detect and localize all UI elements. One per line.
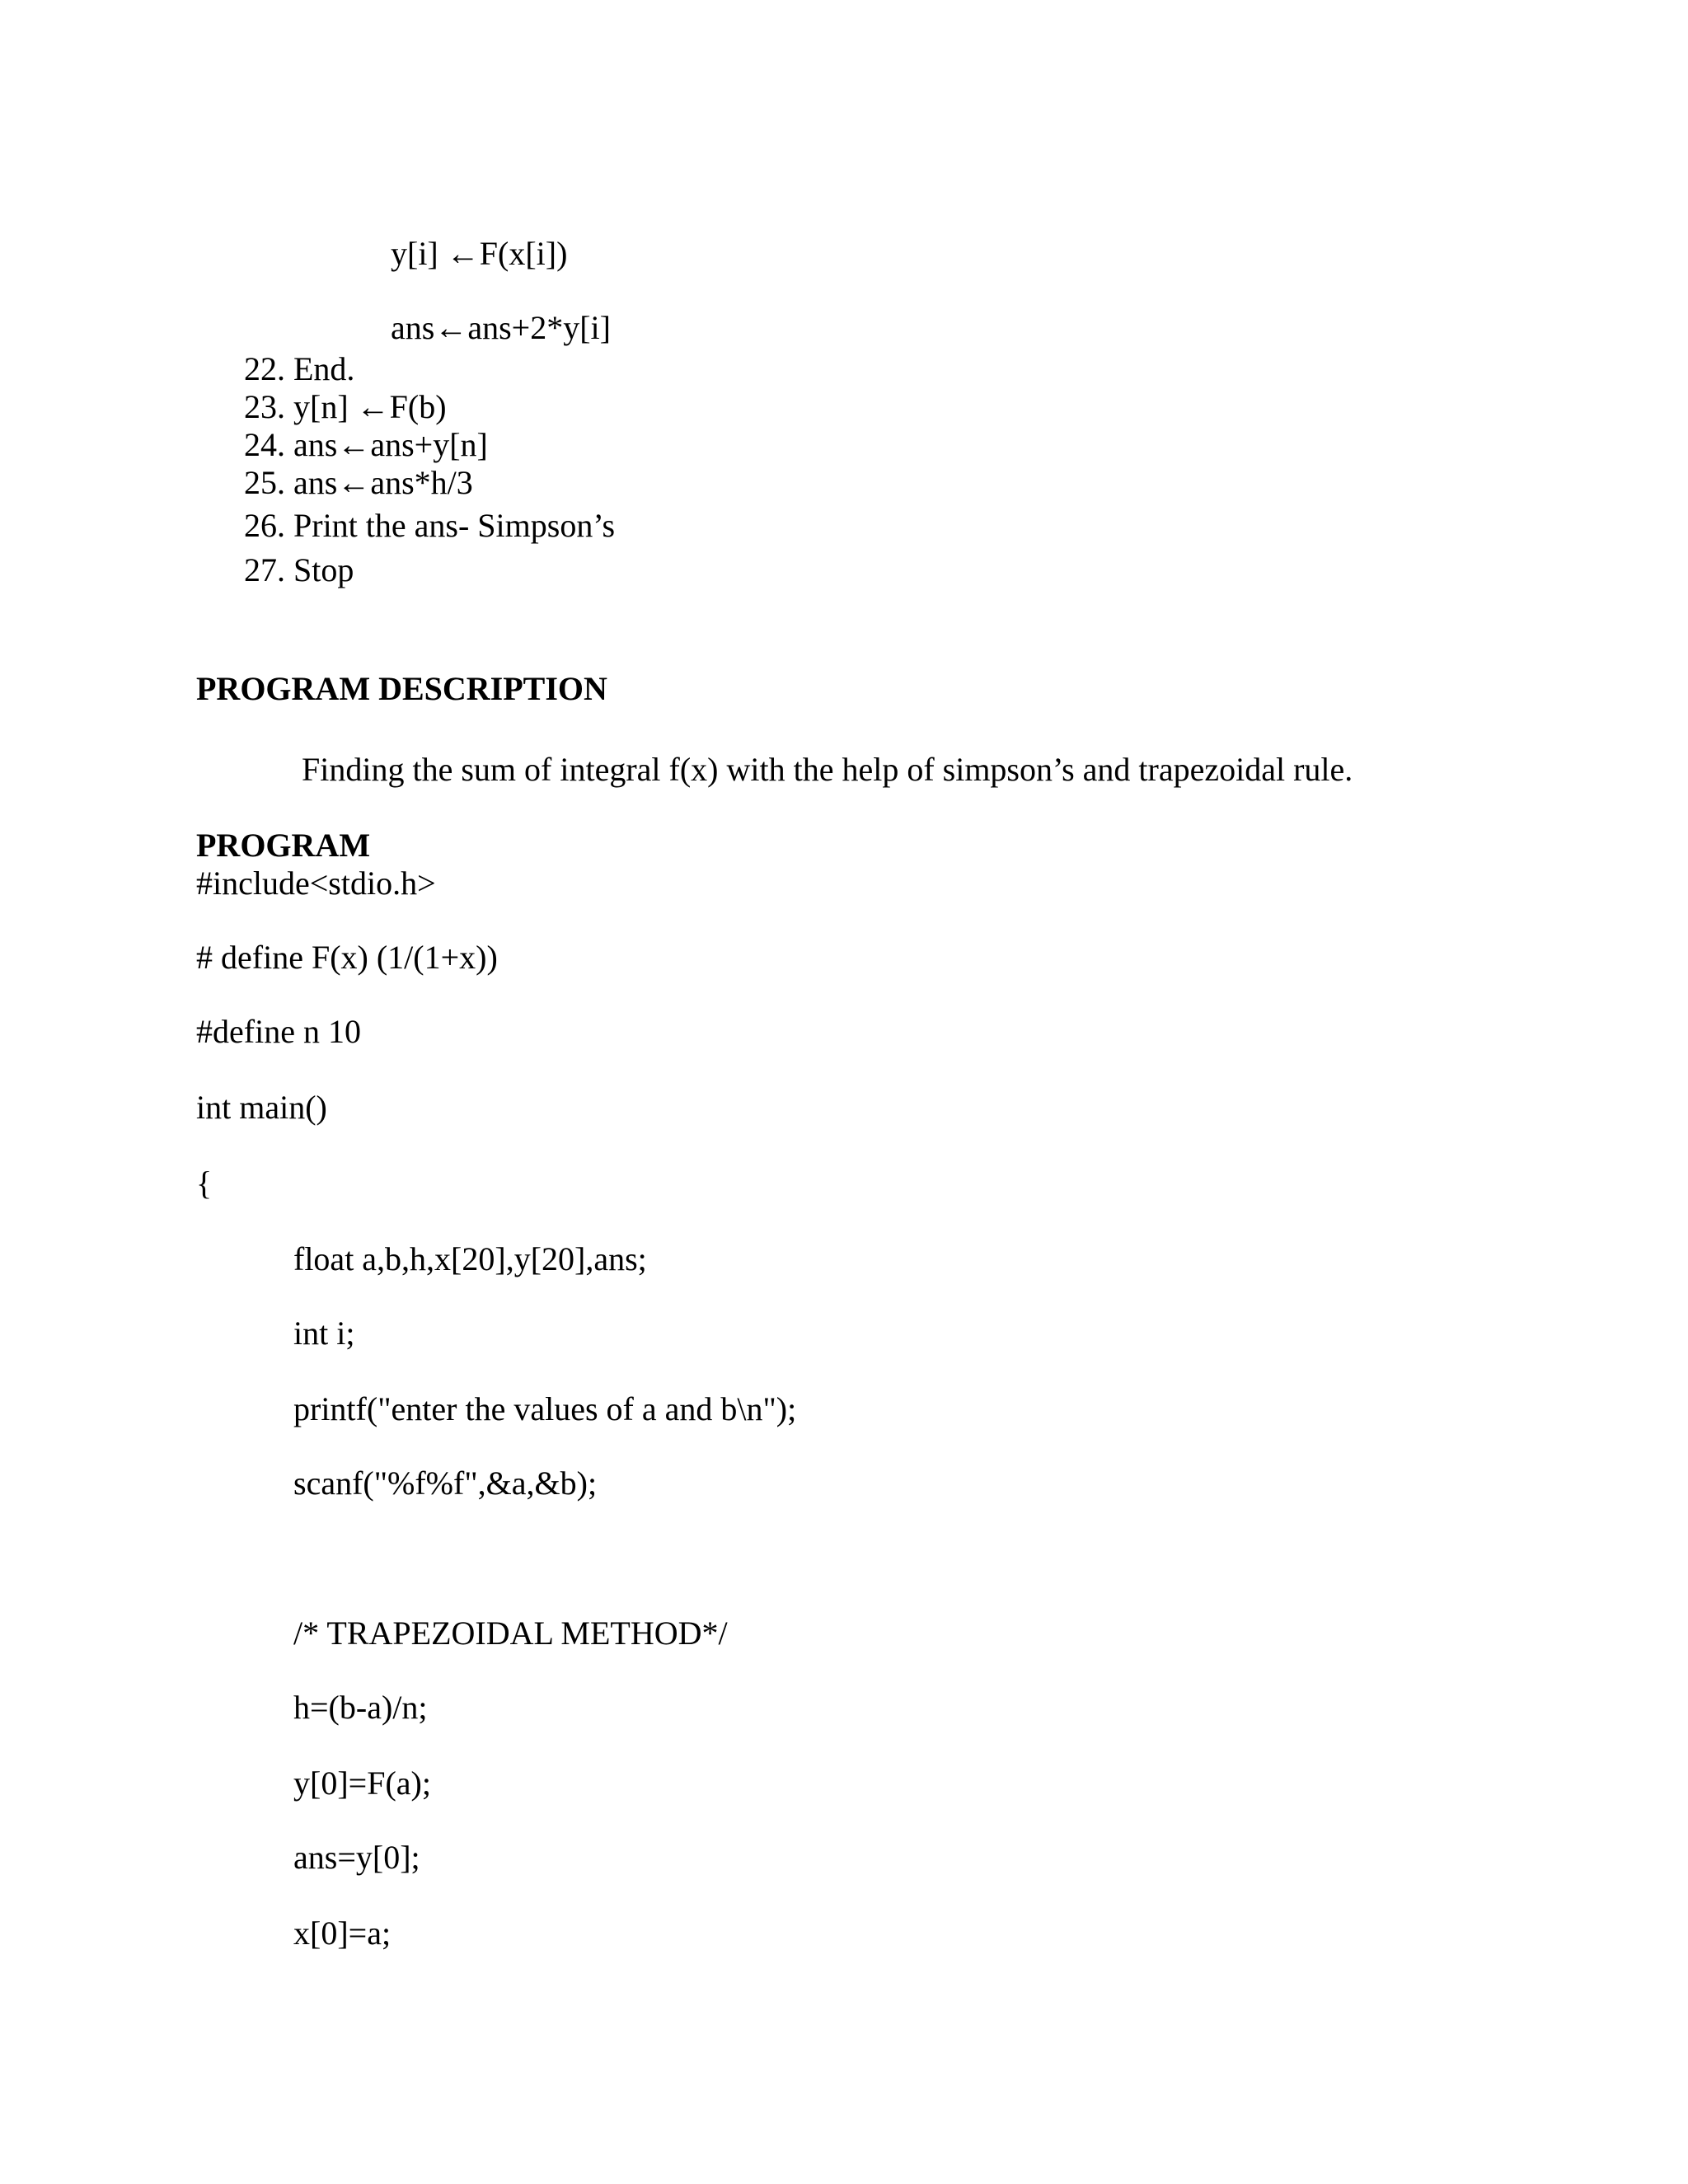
- algorithm-loop-line-2: ans←ans+2*y[i]: [391, 309, 611, 346]
- step-number: 23.: [244, 388, 285, 425]
- step-number: 24.: [244, 426, 285, 463]
- step-text: End.: [293, 350, 355, 387]
- code-line-y0: y[0]=F(a);: [293, 1765, 431, 1802]
- code-line-printf: printf("enter the values of a and b\n");: [293, 1390, 797, 1427]
- code-line-trapezoidal-comment: /* TRAPEZOIDAL METHOD*/: [293, 1615, 728, 1652]
- code-line-scanf: scanf("%f%f",&a,&b);: [293, 1465, 598, 1502]
- code-line-ans: ans=y[0];: [293, 1839, 420, 1876]
- algorithm-step-25: [244, 463, 473, 503]
- code-line-include: #include<stdio.h>: [196, 865, 436, 902]
- code-line-x0: x[0]=a;: [293, 1915, 392, 1952]
- step-text: y[n] ←F(b): [293, 388, 447, 425]
- code-line-define-n: #define n 10: [196, 1013, 361, 1050]
- step-number: 27.: [244, 551, 285, 588]
- step-number: 26.: [244, 507, 285, 544]
- algorithm-step-23: [244, 387, 447, 427]
- algorithm-step-22: [244, 349, 354, 389]
- code-line-main: int main(): [196, 1089, 327, 1126]
- code-line-open-brace: {: [196, 1165, 213, 1202]
- code-line-int-i: int i;: [293, 1315, 355, 1352]
- step-text: Stop: [293, 551, 354, 588]
- algorithm-loop-line-1: y[i] ←F(x[i]): [391, 235, 568, 272]
- code-line-define-f: # define F(x) (1/(1+x)): [196, 939, 498, 976]
- step-text: ans←ans*h/3: [293, 464, 473, 501]
- program-heading: PROGRAM: [196, 827, 371, 864]
- code-line-declarations: float a,b,h,x[20],y[20],ans;: [293, 1240, 647, 1277]
- step-text: ans←ans+y[n]: [293, 426, 488, 463]
- algorithm-step-27: [244, 551, 354, 590]
- step-number: 25.: [244, 464, 285, 501]
- program-description-heading: PROGRAM DESCRIPTION: [196, 670, 607, 707]
- code-line-h: h=(b-a)/n;: [293, 1689, 428, 1726]
- step-text: Print the ans- Simpson’s: [293, 507, 616, 544]
- algorithm-step-24: [244, 425, 488, 465]
- program-description-text: Finding the sum of integral f(x) with the help of simpson’s and trapezoidal rule.: [302, 751, 1353, 788]
- algorithm-step-26: [244, 506, 615, 546]
- step-number: 22.: [244, 350, 285, 387]
